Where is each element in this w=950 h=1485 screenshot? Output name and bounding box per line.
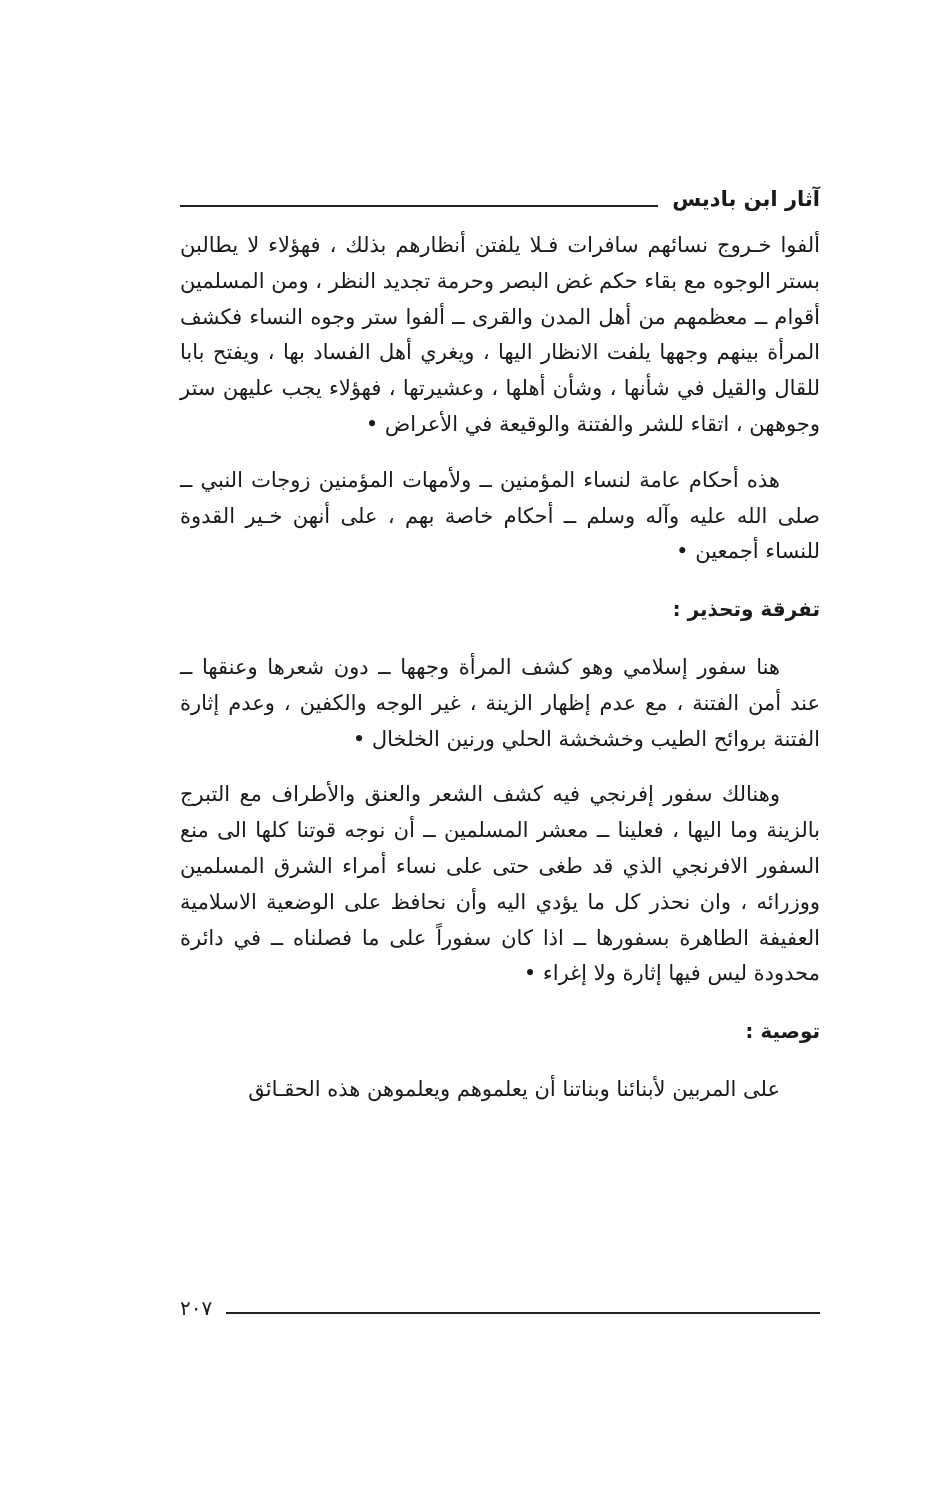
section-heading-distinction-warning: تفرقة وتحذير : — [672, 597, 820, 622]
running-header — [180, 170, 820, 210]
page-footer — [180, 1282, 820, 1318]
section-heading-recommendation: توصية : — [745, 1019, 820, 1044]
running-header-title: آثار ابن باديس — [672, 187, 820, 211]
paragraph-5: على المربين لأبنائنا وبناتنا أن يعلموهم ويعلموهن هذه الحقـائق — [248, 1076, 780, 1101]
paragraph-4: وهنالك سفور إفرنجي فيه كشف الشعر والعنق والأطراف مع التبرج بالزينة وما اليها ، فعلينا ــ معشر المسلمين ــ أن نوجه قوتنا كلها الى منع السفور الافرنجي الذي قد طغى حتى على نساء أمراء الشرق المسلمين ووزرائه ، وان نحذر كل ما يؤدي اليه وأن نحافظ على الوضعية الاسلامية العفيفة الطاهرة بسفورها ــ اذا كان سفوراً على ما فصلناه ــ في دائرة محدودة ليس فيها إثارة ولا إغراء • — [180, 782, 821, 986]
page-body — [180, 228, 820, 1108]
paragraph-3: هنا سفور إسلامي وهو كشف المرأة وجهها ــ دون شعرها وعنقها ــ عند أمن الفتنة ، مع عدم إظهار الزينة ، غير الوجه والكفين ، وعدم إثارة الفتنة بروائح الطيب وخشخشة الحلي ورنين الخلخال • — [180, 654, 820, 751]
paragraph-1: ألفوا خـروج نسائهم سافرات فـلا يلفتن أنظارهم بذلك ، فهؤلاء لا يطالبن بستر الوجوه مع بقاء حكم غض البصر وحرمة تجديد النظر ، ومن المسلمين أقوام ــ معظمهم من أهل المدن والقرى ــ ألفوا ستر وجوه النساء فكشف المرأة بينهم وجهها يلفت الانظار اليها ، ويغري أهل الفساد بها ، ويفتح بابا للقال والقيل في شأنها ، وشأن أهلها ، وعشيرتها ، فهؤلاء يجب عليهن ستر وجوههن ، اتقاء للشر والفتنة والوقيعة في الأعراض • — [180, 233, 820, 436]
header-rule — [180, 205, 658, 207]
page-number: ٢٠٧ — [180, 1296, 213, 1320]
paragraph-2: هذه أحكام عامة لنساء المؤمنين ــ ولأمهات المؤمنين زوجات النبي ــ صلى الله عليه وآله وسلم ــ أحكام خاصة بهم ، على أنهن خـير القدوة للنساء أجمعين • — [180, 467, 820, 564]
footer-rule — [226, 1312, 820, 1314]
